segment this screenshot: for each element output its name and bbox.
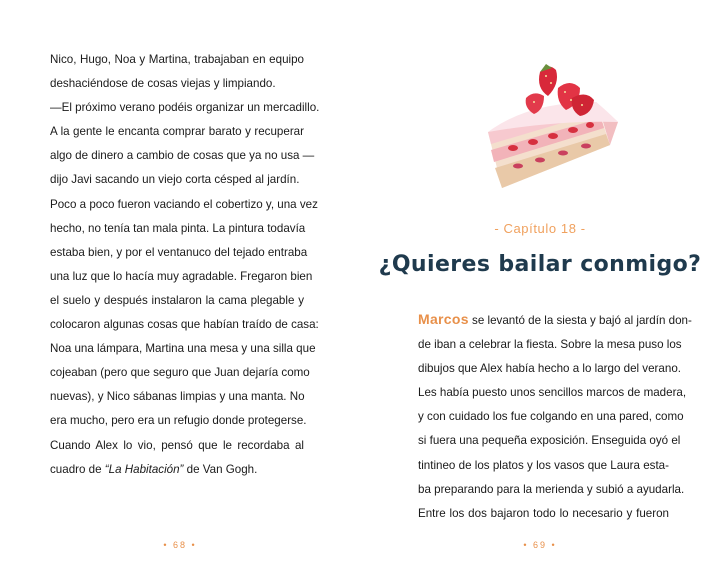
text-line: cojeaban (pero que seguro que Juan dejaría como <box>50 366 310 380</box>
text-line: nuevas), y Nico sábanas limpias y una manta. No <box>50 390 305 404</box>
text-line-first <box>418 307 692 333</box>
text-line: Entre los dos bajaron todo lo necesario y fueron <box>418 506 669 520</box>
left-body-text <box>50 48 320 482</box>
text-line: era mucho, pero era un refugio donde protegerse. <box>50 414 307 428</box>
text-line: ba preparando para la merienda y subió a ayudarla. <box>418 482 685 496</box>
text-line: una luz que lo hacía muy agradable. Fregaron bien <box>50 269 313 283</box>
text-line: algo de dinero a cambio de cosas que ya no usa — <box>50 149 315 163</box>
text-line: el suelo y después instalaron la cama plegable y <box>50 293 304 307</box>
text-line: —El próximo verano podéis organizar un mercadillo. <box>50 101 320 115</box>
strawberry-cake-illustration <box>468 50 638 200</box>
text-line-last <box>50 458 304 482</box>
right-body-text <box>418 307 692 526</box>
text-line: Cuando Alex lo vio, pensó que le recordaba al <box>50 438 304 452</box>
page-number: • 69 • <box>523 540 557 550</box>
text-line: Les había puesto unos sencillos marcos de madera, <box>418 386 687 400</box>
text-line: dijo Javi sacando un viejo corta césped al jardín. <box>50 173 300 187</box>
text-fragment: de Van Gogh. <box>183 462 258 476</box>
text-line: Nico, Hugo, Noa y Martina, trabajaban en equipo <box>50 53 304 66</box>
text-line: deshaciéndose de cosas viejas y limpiando. <box>50 77 276 91</box>
text-line: hecho, no tenía tan mala pinta. La pintura todavía <box>50 221 306 235</box>
text-line: Noa una lámpara, Martina una mesa y una silla que <box>50 342 316 356</box>
text-fragment: se levantó de la siesta y bajó al jardín don- <box>468 314 692 327</box>
text-line: estaba bien, y por el ventanuco del tejado entraba <box>50 245 308 259</box>
text-line: dibujos que Alex había hecho a lo largo del verano. <box>418 362 681 376</box>
right-page <box>360 0 720 576</box>
painting-title: “La Habitación” <box>104 462 184 476</box>
chapter-label: - Capítulo 18 - <box>494 221 586 236</box>
text-line: tintineo de los platos y los vasos que Laura esta- <box>418 458 669 472</box>
lead-word: Marcos <box>418 311 469 327</box>
text-line: y con cuidado los fue colgando en una pared, como <box>418 410 684 424</box>
text-line: de iban a celebrar la fiesta. Sobre la mesa puso los <box>418 338 682 352</box>
page-number: • 68 • <box>163 540 197 550</box>
chapter-title: ¿Quieres bailar conmigo? <box>378 252 702 277</box>
text-line: colocaron algunas cosas que habían traído de casa: <box>50 318 319 332</box>
text-line: Poco a poco fueron vaciando el cobertizo y, una vez <box>50 197 318 211</box>
text-fragment: cuadro de <box>50 462 105 476</box>
text-line: A la gente le encanta comprar barato y recuperar <box>50 125 304 139</box>
text-line: si fuera una pequeña exposición. Enseguida oyó el <box>418 434 681 448</box>
